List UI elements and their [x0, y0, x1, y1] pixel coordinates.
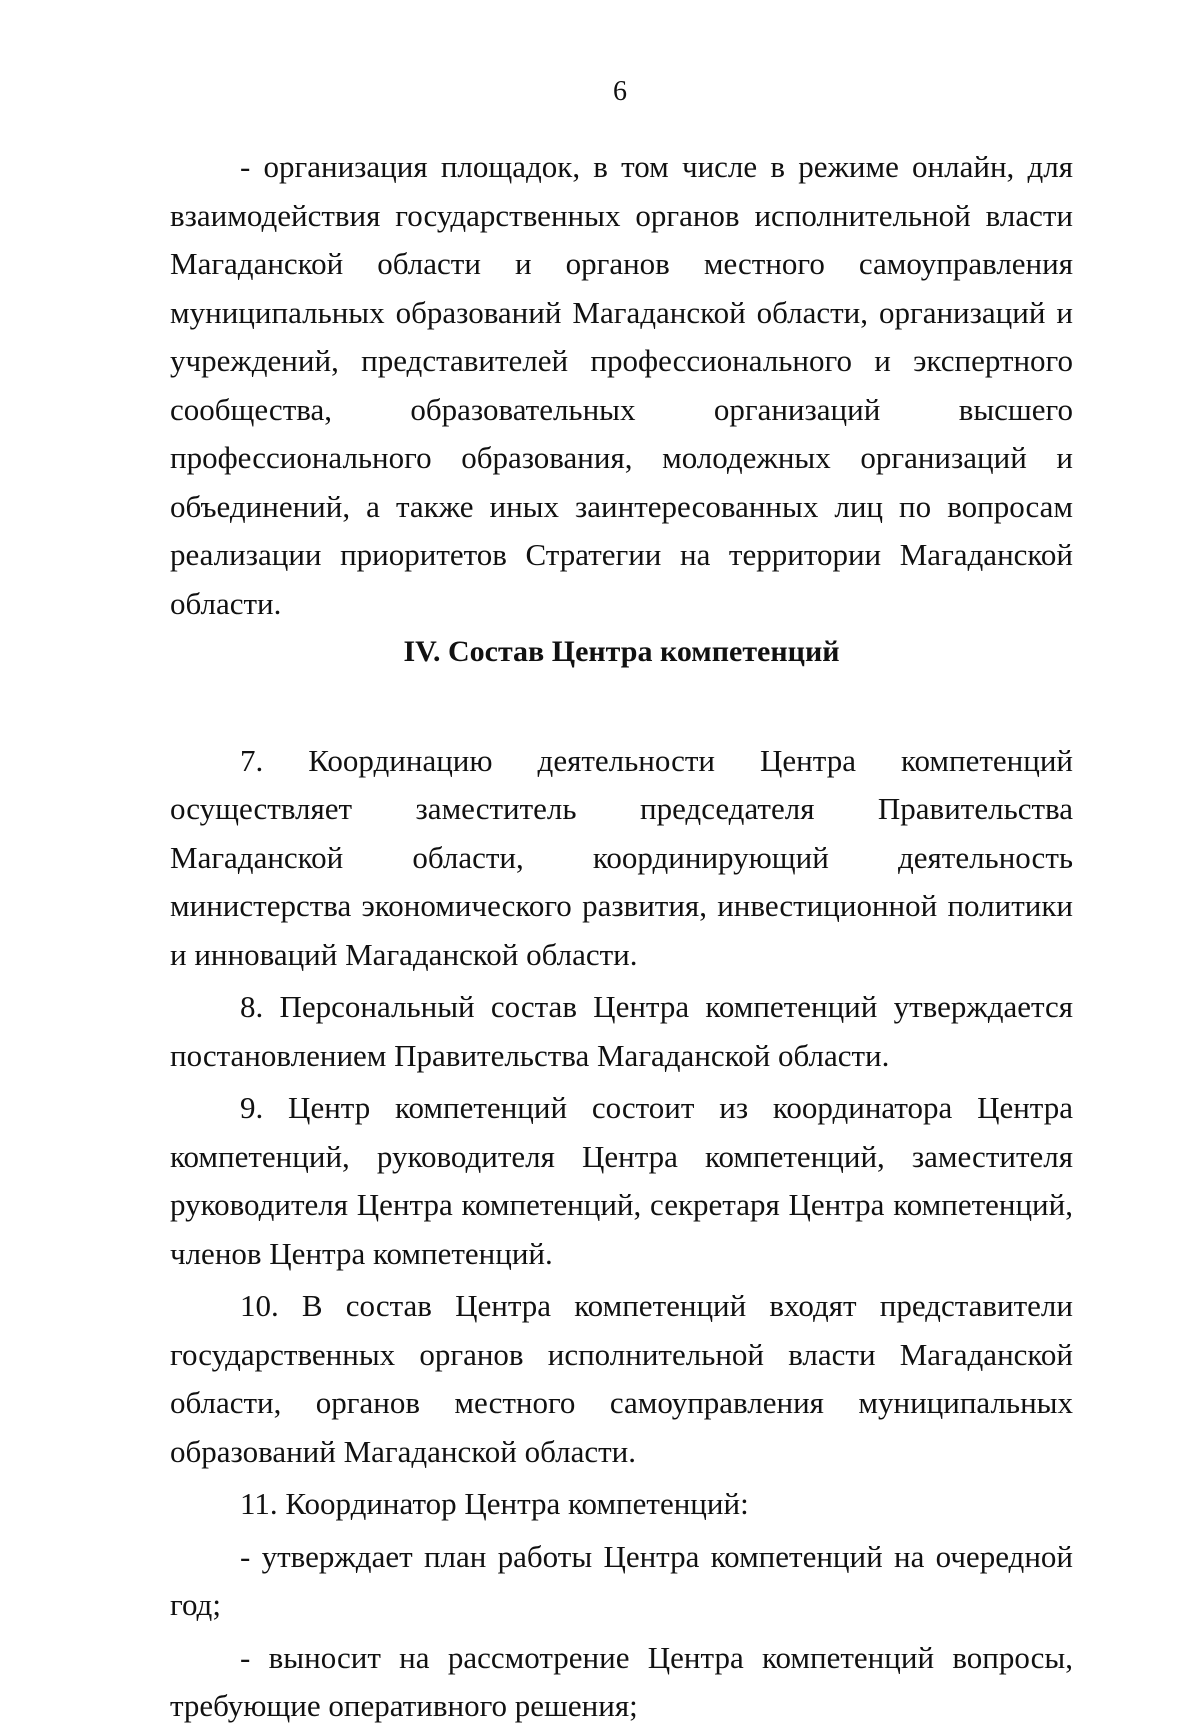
paragraph-11-coordinator: 11. Координатор Центра компетенций: — [240, 1486, 749, 1521]
section-title: IV. Состав Центра компетенций — [403, 635, 840, 668]
page-number: 6 — [613, 76, 627, 107]
document-body — [170, 143, 1073, 1731]
list-item-approves-plan: - утверждает план работы Центра компетенций на очередной год; — [170, 1538, 1073, 1622]
list-item-submits-issues: - выносит на рассмотрение Центра компетенций вопросы, требующие оперативного решения; — [170, 1639, 1073, 1723]
paragraph-8-personal-composition: 8. Персональный состав Центра компетенций утверждается постановлением Правительства Магаданской области. — [170, 989, 1073, 1073]
paragraph-10-representatives: 10. В состав Центра компетенций входят представители государственных органов исполнительной власти Магаданской области, органов местного самоуправления муниципальных образований Магаданской области. — [170, 1288, 1073, 1469]
paragraph-7-coordination: 7. Координацию деятельности Центра компетенций осуществляет заместитель председателя Правительства Магаданской области, координирующий деятельность министерства экономического развития, инвестиционной политики и инноваций Магаданской области. — [170, 742, 1073, 972]
paragraph-9-center-structure: 9. Центр компетенций состоит из координатора Центра компетенций, руководителя Центра компетенций, заместителя руководителя Центра компетенций, секретаря Центра компетенций, членов Центра компетенций. — [170, 1090, 1073, 1271]
paragraph-online-platforms: - организация площадок, в том числе в режиме онлайн, для взаимодействия государственных органов исполнительной власти Магаданской области и органов местного самоуправления муниципальных образований Магаданской области, организаций и учреждений, представителей профессионального и экспертного сообщества, образовательных организаций высшего профессионального образования, молодежных организаций и объединений, а также иных заинтересованных лиц по вопросам реализации приоритетов Стратегии на территории Магаданской области. — [170, 149, 1073, 621]
